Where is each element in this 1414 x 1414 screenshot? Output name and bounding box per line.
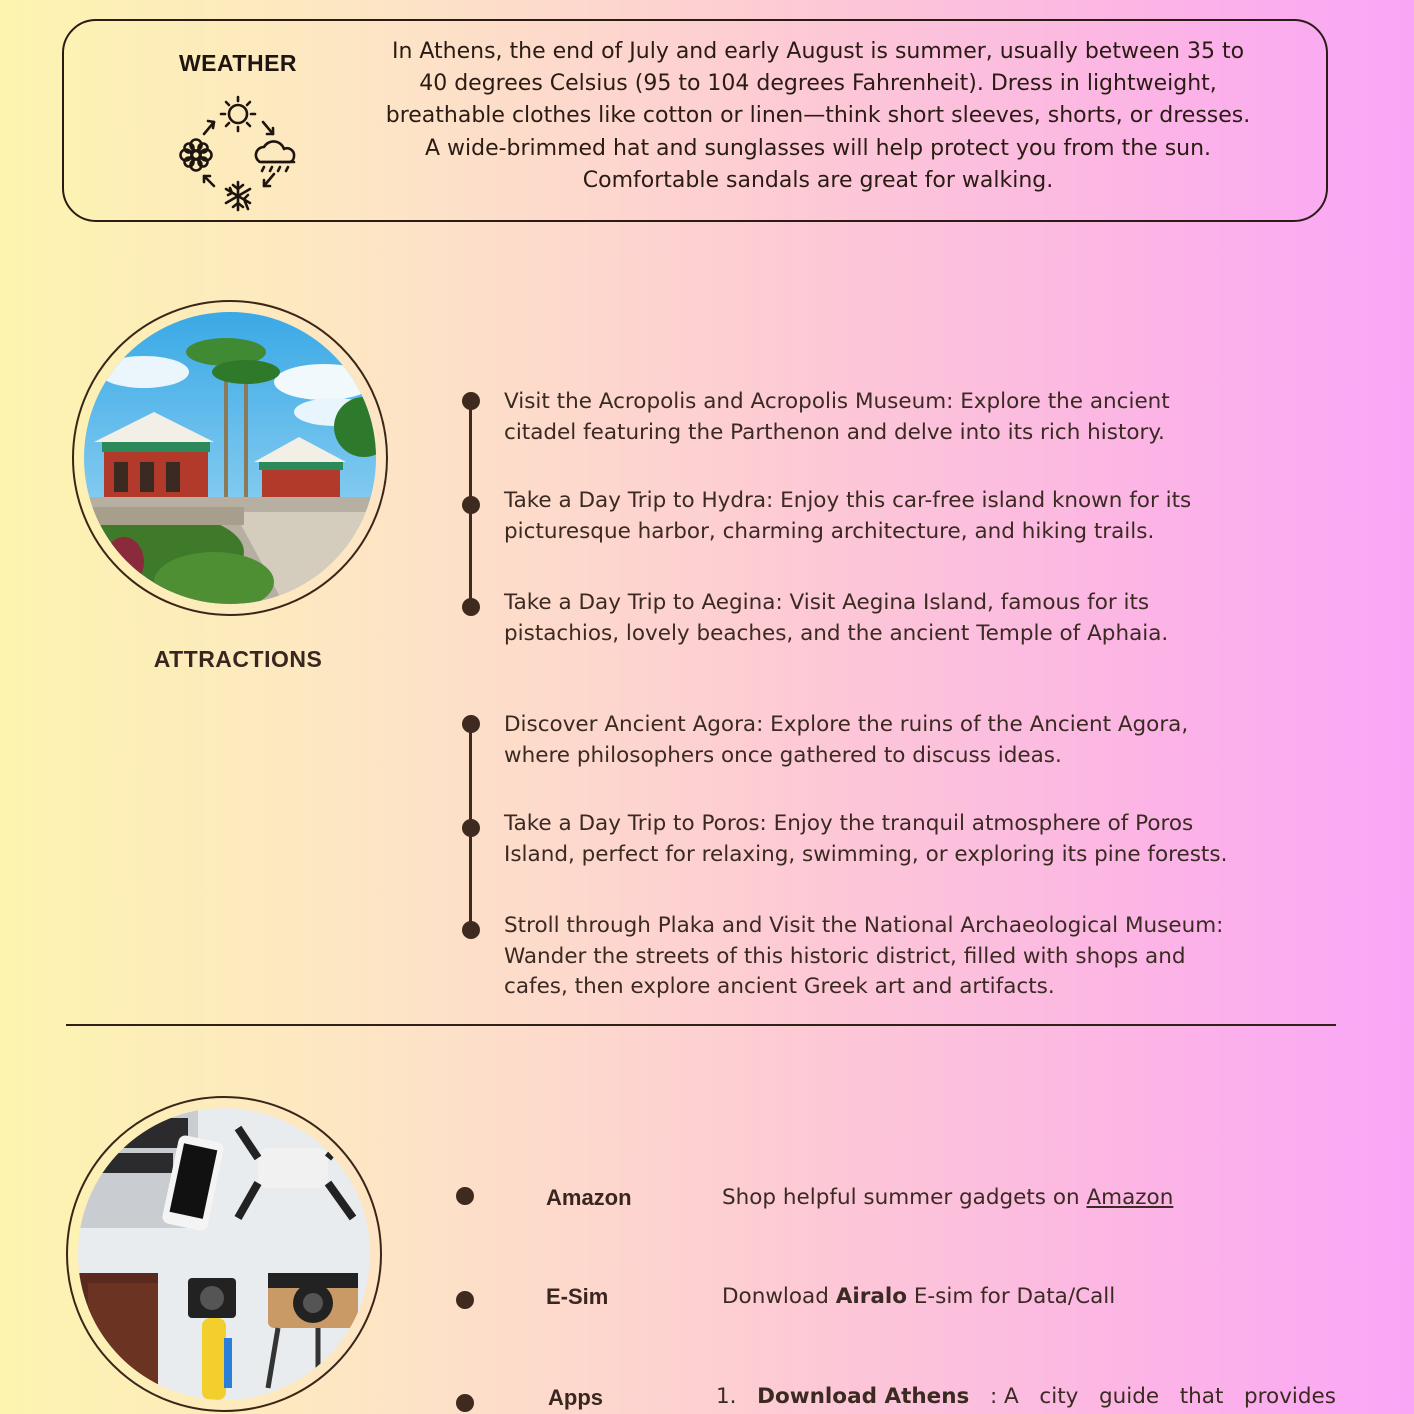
amazon-desc-text: Shop helpful summer gadgets on <box>722 1185 1087 1210</box>
amazon-link[interactable]: Amazon <box>1086 1185 1174 1210</box>
attraction-line: Discover Ancient Agora: Explore the ruins of the Ancient Agora, <box>504 712 1189 737</box>
weather-line: A wide-brimmed hat and sunglasses will help protect you from the sun. <box>424 135 1212 161</box>
esim-desc-suffix: E-sim for Data/Call <box>906 1284 1116 1309</box>
attraction-item <box>504 710 1334 771</box>
bullet-dot <box>462 598 480 616</box>
apps-description <box>716 1384 1336 1409</box>
esim-desc-prefix: Donwload <box>722 1284 836 1309</box>
apps-app-name: Download Athens <box>757 1384 970 1409</box>
attraction-line: Visit the Acropolis and Acropolis Museum: Explore the ancient <box>504 389 1170 414</box>
weather-title: WEATHER <box>178 50 298 76</box>
weather-line: breathable clothes like cotton or linen—think short sleeves, shorts, or dresses. <box>385 103 1251 129</box>
attractions-label: ATTRACTIONS <box>153 646 323 672</box>
travel-gadgets-photo <box>66 1096 382 1412</box>
attraction-line: citadel featuring the Parthenon and delve into its rich history. <box>504 419 1165 445</box>
weather-line: 40 degrees Celsius (95 to 104 degrees Fahrenheit). Dress in lightweight, <box>419 71 1217 97</box>
attraction-line: Take a Day Trip to Aegina: Visit Aegina Island, famous for its <box>504 590 1150 615</box>
amazon-label: Amazon <box>546 1185 632 1210</box>
temple-garden-photo <box>72 300 388 616</box>
bullet-dot <box>456 1291 474 1309</box>
attraction-line: Island, perfect for relaxing, swimming, or exploring its pine forests. <box>504 841 1228 867</box>
attraction-line: Take a Day Trip to Hydra: Enjoy this car-free island known for its <box>504 488 1192 513</box>
attraction-item <box>504 809 1334 870</box>
attraction-line: pistachios, lovely beaches, and the ancient Temple of Aphaia. <box>504 620 1169 646</box>
attraction-line: Take a Day Trip to Poros: Enjoy the tranquil atmosphere of Poros <box>504 811 1194 836</box>
weather-line: In Athens, the end of July and early August is summer, usually between 35 to <box>391 39 1245 64</box>
bullet-dot <box>462 819 480 837</box>
apps-desc-word: that <box>1179 1384 1224 1409</box>
esim-description <box>722 1284 1115 1309</box>
attraction-item <box>504 387 1334 448</box>
attraction-line: Stroll through Plaka and Visit the National Archaeological Museum: <box>504 913 1224 938</box>
apps-desc-word: city <box>1039 1384 1079 1409</box>
esim-brand: Airalo <box>835 1284 907 1309</box>
bullet-dot <box>462 496 480 514</box>
bullet-dot <box>456 1187 474 1205</box>
apps-label: Apps <box>548 1385 603 1410</box>
weather-description <box>332 36 1304 197</box>
bullet-dot <box>462 921 480 939</box>
bullet-dot <box>456 1394 474 1412</box>
bullet-dot <box>462 392 480 410</box>
section-divider <box>66 1024 1336 1026</box>
esim-label: E-Sim <box>546 1284 609 1309</box>
apps-desc-word: provides <box>1244 1384 1336 1409</box>
attraction-line: picturesque harbor, charming architecture, and hiking trails. <box>504 518 1155 544</box>
amazon-description <box>722 1185 1173 1210</box>
attraction-item <box>504 486 1334 547</box>
apps-number: 1. <box>716 1384 737 1409</box>
attraction-item <box>504 911 1334 1003</box>
attraction-line: cafes, then explore ancient Greek art and artifacts. <box>504 974 1055 999</box>
apps-desc-word: : A <box>989 1384 1019 1409</box>
attraction-line: where philosophers once gathered to discuss ideas. <box>504 742 1062 768</box>
weather-line: Comfortable sandals are great for walking. <box>582 167 1054 193</box>
seasons-cycle-icon <box>172 94 302 214</box>
attraction-line: Wander the streets of this historic district, filled with shops and <box>504 943 1186 969</box>
attraction-item <box>504 588 1334 649</box>
bullet-dot <box>462 715 480 733</box>
apps-desc-word: guide <box>1098 1384 1160 1409</box>
